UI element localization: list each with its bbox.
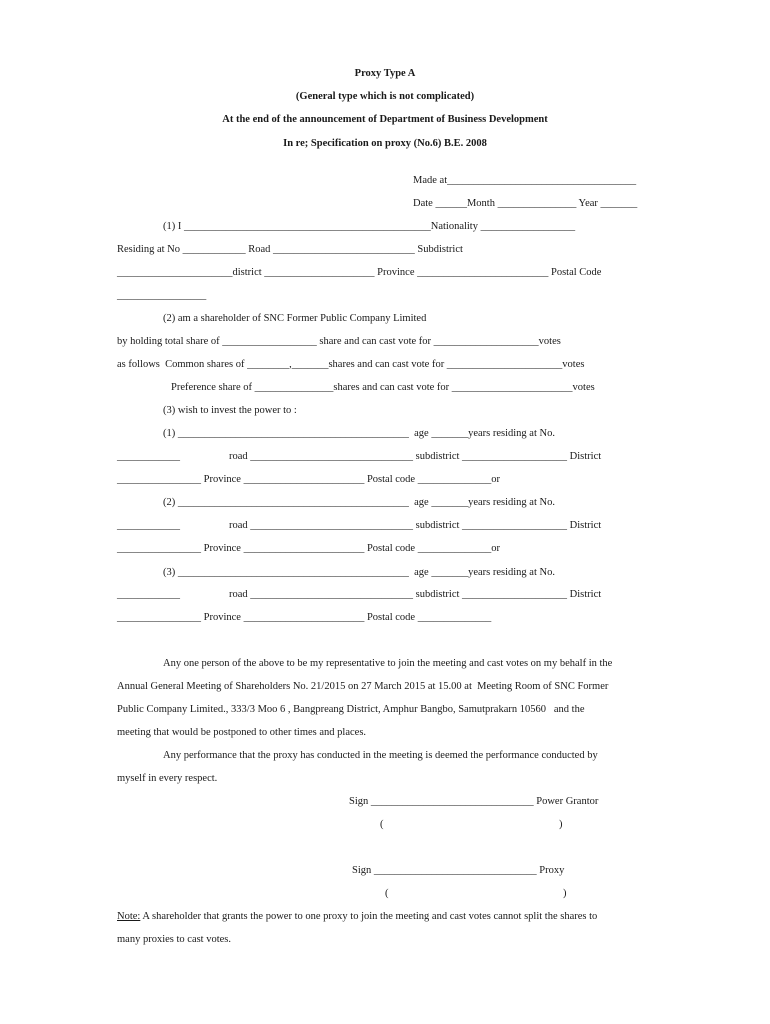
proxy-2-province-line[interactable]: ________________ Province _______________________ Postal code ______________or: [117, 543, 500, 554]
proxies-intro: (3) wish to invest the power to :: [163, 405, 297, 416]
made-at-field[interactable]: Made at____________________________________: [413, 175, 637, 186]
note-body: A shareholder that grants the power to one proxy to join the meeting and cast votes cannot split the shares to: [140, 911, 598, 922]
preference-shares-line[interactable]: Preference share of _______________shares and can cast vote for _______________________votes: [171, 382, 595, 393]
proxy-3-number-blank[interactable]: ____________: [117, 589, 180, 600]
common-shares-line[interactable]: as follows Common shares of ________,_______shares and can cast vote for ______________________votes: [117, 359, 585, 370]
authorization-paragraph-line-4: meeting that would be postponed to other times and places.: [117, 727, 367, 738]
proxy-signature-line[interactable]: Sign _______________________________ Proxy: [352, 865, 565, 876]
total-shares-line[interactable]: by holding total share of __________________ share and can cast vote for ____________________votes: [117, 336, 561, 347]
performance-paragraph-line-2: myself in every respect.: [117, 773, 218, 784]
form-subtitle: (General type which is not complicated): [295, 91, 475, 102]
date-field[interactable]: Date ______Month _______________ Year _______: [413, 198, 638, 209]
grantor-district-line[interactable]: ______________________district _____________________ Province _________________________ Postal Code: [117, 267, 602, 278]
proxy-2-name-line[interactable]: (2) ____________________________________________ age _______years residing at No.: [163, 497, 555, 508]
authorization-paragraph-line-1: Any one person of the above to be my representative to join the meeting and cast votes on my behalf in the: [163, 658, 613, 669]
announcement-heading: At the end of the announcement of Department of Business Development: [222, 114, 548, 125]
proxy-3-name-line[interactable]: (3) ____________________________________________ age _______years residing at No.: [163, 567, 555, 578]
proxy-2-road-line[interactable]: road _______________________________ subdistrict ____________________ District: [229, 520, 602, 531]
proxy-1-number-blank[interactable]: ____________: [117, 451, 180, 462]
form-title: Proxy Type A: [354, 68, 416, 79]
performance-paragraph-line-1: Any performance that the proxy has conducted in the meeting is deemed the performance conducted by: [163, 750, 598, 761]
proxy-2-number-blank[interactable]: ____________: [117, 520, 180, 531]
grantor-address-line[interactable]: Residing at No ____________ Road ___________________________ Subdistrict: [117, 244, 463, 255]
proxy-1-province-line[interactable]: ________________ Province _______________________ Postal code ______________or: [117, 474, 500, 485]
note-text-line-1: [117, 910, 597, 924]
proxy-name-close-paren: ): [563, 888, 567, 899]
grantor-name-open-paren: (: [380, 819, 384, 830]
proxy-3-province-line[interactable]: ________________ Province _______________________ Postal code ______________: [117, 612, 492, 623]
proxy-name-open-paren: (: [385, 888, 389, 899]
shareholder-statement: (2) am a shareholder of SNC Former Public Company Limited: [163, 313, 427, 324]
specification-heading: In re; Specification on proxy (No.6) B.E. 2008: [283, 138, 487, 149]
note-text-line-2: many proxies to cast votes.: [117, 934, 232, 945]
note-label: Note:: [117, 911, 141, 922]
grantor-name-line[interactable]: (1) I _______________________________________________Nationality __________________: [163, 221, 576, 232]
grantor-postal-line[interactable]: _________________: [117, 290, 207, 301]
proxy-1-name-line[interactable]: (1) ____________________________________________ age _______years residing at No.: [163, 428, 555, 439]
grantor-name-close-paren: ): [559, 819, 563, 830]
authorization-paragraph-line-2: Annual General Meeting of Shareholders No. 21/2015 on 27 March 2015 at 15.00 at Meeting Room of SNC Former: [117, 681, 609, 692]
proxy-3-road-line[interactable]: road _______________________________ subdistrict ____________________ District: [229, 589, 602, 600]
power-grantor-signature-line[interactable]: Sign _______________________________ Power Grantor: [349, 796, 599, 807]
proxy-1-road-line[interactable]: road _______________________________ subdistrict ____________________ District: [229, 451, 602, 462]
authorization-paragraph-line-3: Public Company Limited., 333/3 Moo 6 , Bangpreang District, Amphur Bangbo, Samutprakarn 10560 and the: [117, 704, 585, 715]
